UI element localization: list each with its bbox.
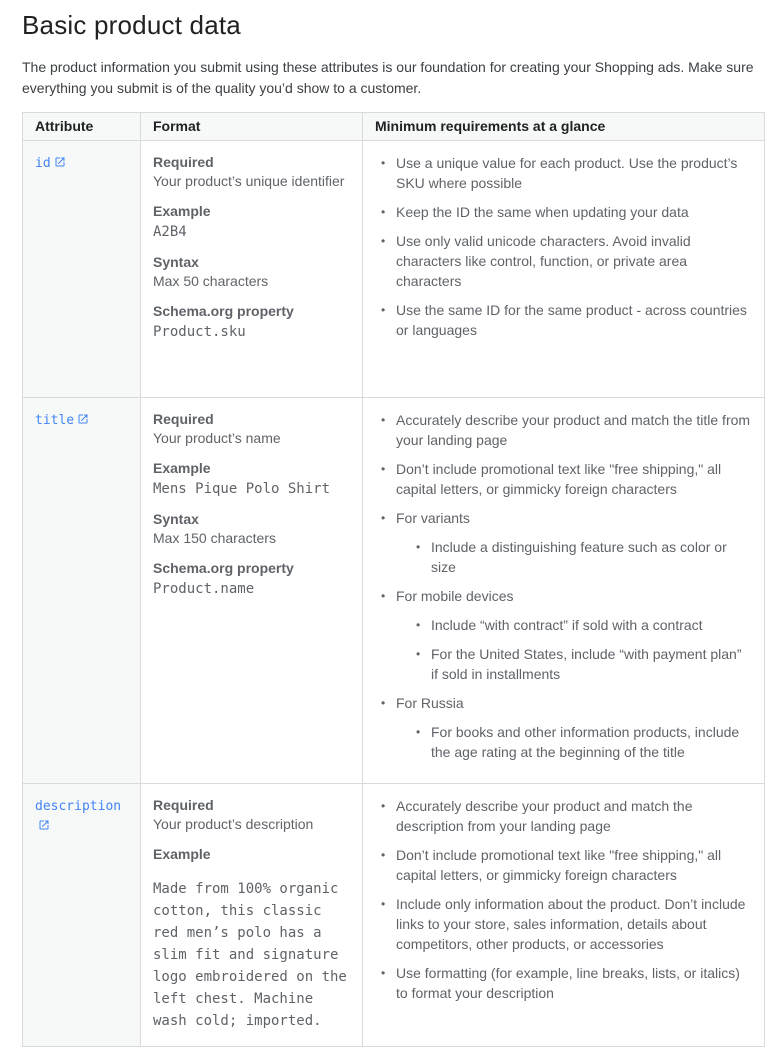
requirement-item: • Include only information about the product. Don’t include links to your store, sales information, details about competitors, other products, or accessories xyxy=(377,894,752,954)
requirement-item: • Accurately describe your product and match the description from your landing page xyxy=(377,796,752,836)
requirement-item: • Accurately describe your product and match the title from your landing page xyxy=(377,410,752,450)
table-row-description xyxy=(23,784,765,1047)
attribute-cell xyxy=(23,141,141,398)
requirement-item: • Use a unique value for each product. Use the product’s SKU where possible xyxy=(377,153,752,193)
format-description: Your product’s unique identifier xyxy=(153,173,345,189)
requirements-cell xyxy=(363,784,765,1047)
requirement-item: • Use formatting (for example, line breaks, lists, or italics) to format your description xyxy=(377,963,752,1003)
attribute-link-description[interactable] xyxy=(35,799,121,834)
requirements-cell xyxy=(363,141,765,398)
page-title: Basic product data xyxy=(22,10,241,40)
syntax-label: Syntax xyxy=(153,254,199,270)
syntax-label: Syntax xyxy=(153,511,199,527)
requirements-list xyxy=(377,153,752,340)
example-value: A2B4 xyxy=(153,224,187,240)
requirement-sublist xyxy=(412,615,752,684)
requirements-list xyxy=(377,410,752,762)
attributes-table xyxy=(22,112,765,1047)
attribute-name: id xyxy=(35,156,51,171)
table-row-id xyxy=(23,141,765,398)
requirement-item: • Don’t include promotional text like "free shipping," all capital letters, or gimmicky foreign characters xyxy=(377,845,752,885)
attribute-cell xyxy=(23,784,141,1047)
requirement-item: • For mobile devices • Include “with contract” if sold with a contract • For the United States, include “with payment plan” if sold in installments xyxy=(377,586,752,684)
schema-label: Schema.org property xyxy=(153,560,294,576)
requirement-subitem: • For books and other information products, include the age rating at the beginning of the title xyxy=(412,722,752,762)
intro-text: The product information you submit using these attributes is our foundation for creating your Shopping ads. Make sure everything you submit is of the quality you’d show to a customer. xyxy=(22,59,754,96)
open-in-new-icon xyxy=(54,156,66,168)
example-value: Made from 100% organic cotton, this classic red men’s polo has a slim fit and signature logo embroidered on the left chest. Machine wash cold; imported. xyxy=(153,881,347,1029)
example-label: Example xyxy=(153,203,211,219)
requirement-item: • Don’t include promotional text like "free shipping," all capital letters, or gimmicky foreign characters xyxy=(377,459,752,499)
attribute-name: title xyxy=(35,413,75,428)
format-cell xyxy=(141,398,363,784)
schema-value: Product.sku xyxy=(153,324,246,340)
requirements-list xyxy=(377,796,752,1003)
table-row-title xyxy=(23,398,765,784)
format-cell xyxy=(141,784,363,1047)
attribute-link-id[interactable] xyxy=(35,156,66,171)
attribute-name: description xyxy=(35,799,122,814)
requirement-sublist xyxy=(412,722,752,762)
example-label: Example xyxy=(153,460,211,476)
syntax-value: Max 150 characters xyxy=(153,530,276,546)
col-header-requirements: Minimum requirements at a glance xyxy=(363,113,765,141)
requirement-sublist xyxy=(412,537,752,577)
example-value: Mens Pique Polo Shirt xyxy=(153,481,331,497)
format-description: Your product’s description xyxy=(153,816,314,832)
requirement-item: • Keep the ID the same when updating your data xyxy=(377,202,752,222)
open-in-new-icon xyxy=(77,413,89,425)
help-article xyxy=(22,10,764,1047)
col-header-attribute: Attribute xyxy=(23,113,141,141)
open-in-new-icon xyxy=(38,819,50,831)
required-label: Required xyxy=(153,797,214,813)
col-header-format: Format xyxy=(141,113,363,141)
format-cell xyxy=(141,141,363,398)
requirements-cell xyxy=(363,398,765,784)
requirement-item: • Use only valid unicode characters. Avoid invalid characters like control, function, or private area characters xyxy=(377,231,752,291)
requirement-subitem: • Include a distinguishing feature such as color or size xyxy=(412,537,752,577)
attribute-cell xyxy=(23,398,141,784)
attribute-link-title[interactable] xyxy=(35,413,89,428)
syntax-value: Max 50 characters xyxy=(153,273,269,289)
required-label: Required xyxy=(153,154,214,170)
requirement-item: • Use the same ID for the same product - across countries or languages xyxy=(377,300,752,340)
requirement-subitem: • Include “with contract” if sold with a contract xyxy=(412,615,752,635)
requirement-subitem: • For the United States, include “with payment plan” if sold in installments xyxy=(412,644,752,684)
required-label: Required xyxy=(153,411,214,427)
example-label: Example xyxy=(153,846,211,862)
table-header xyxy=(23,113,765,141)
requirement-item: • For Russia • For books and other information products, include the age rating at the beginning of the title xyxy=(377,693,752,762)
schema-label: Schema.org property xyxy=(153,303,294,319)
schema-value: Product.name xyxy=(153,581,255,597)
format-description: Your product’s name xyxy=(153,430,281,446)
requirement-item: • For variants • Include a distinguishing feature such as color or size xyxy=(377,508,752,577)
